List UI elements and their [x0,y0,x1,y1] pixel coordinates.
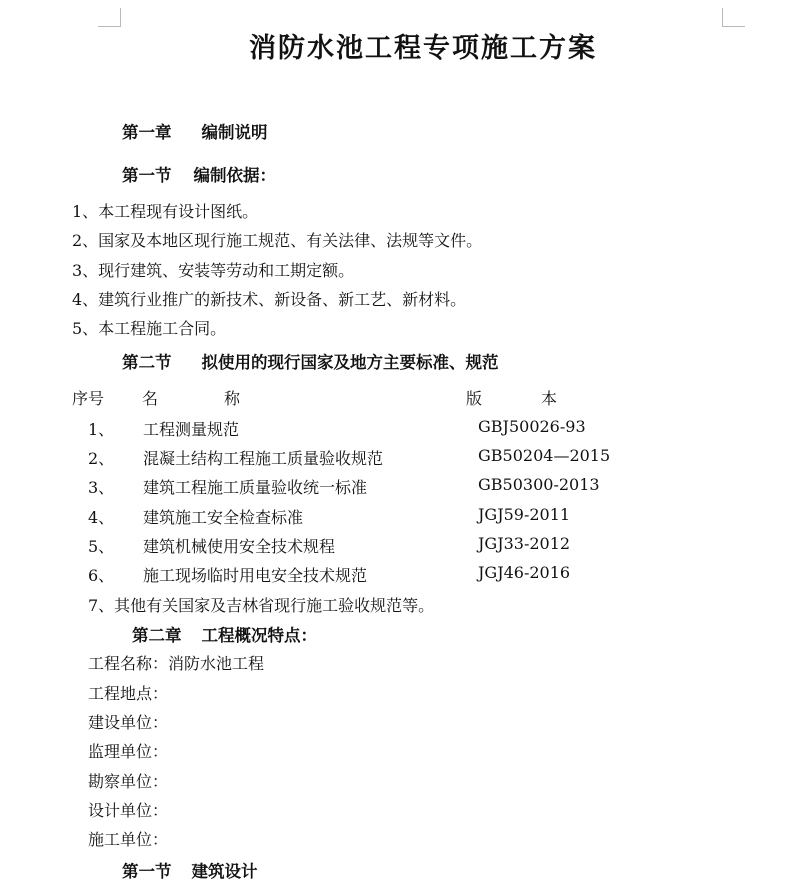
section-3-heading [122,858,258,882]
section-3-title: 建筑设计 [191,862,258,881]
row-name: 建筑施工安全检查标准 [143,508,304,527]
design-unit: 设计单位： [88,801,169,820]
section-1-title: 编制依据： [193,166,276,185]
row-name: 建筑机械使用安全技术规程 [143,537,336,556]
chapter-1-heading [122,119,268,143]
header-no: 序号 [72,389,105,408]
row-no: 2、 [88,449,115,468]
chapter-2-title: 工程概况特点： [201,626,317,645]
header-version-2: 本 [541,389,558,408]
row-version: GB50204—2015 [478,446,611,465]
construction-unit: 建设单位： [88,713,169,732]
header-name-2: 称 [224,389,241,408]
page-corner-mark-right [722,8,745,27]
project-name: 工程名称：消防水池工程 [88,654,265,673]
row-version: JGJ33-2012 [478,534,571,553]
document-title: 消防水池工程专项施工方案 [249,33,597,64]
row-no: 4、 [88,508,115,527]
row-version: JGJ59-2011 [478,505,571,524]
section-2-title: 拟使用的现行国家及地方主要标准、规范 [201,353,499,372]
page-corner-mark-left [98,8,121,27]
supervision-unit: 监理单位： [88,742,169,761]
section-2-heading [122,349,499,373]
survey-unit: 勘察单位： [88,772,169,791]
other-standards: 7、其他有关国家及吉林省现行施工验收规范等。 [88,596,435,615]
row-name: 建筑工程施工质量验收统一标准 [143,478,368,497]
row-name: 施工现场临时用电安全技术规范 [143,566,368,585]
project-location: 工程地点： [88,684,169,703]
row-name: 工程测量规范 [143,420,240,439]
chapter-1-title: 编制说明 [201,123,268,142]
row-version: JGJ46-2016 [478,563,571,582]
section-1-heading [122,162,276,186]
header-version-1: 版 [466,389,483,408]
basis-item: 3、现行建筑、安装等劳动和工期定额。 [72,261,355,280]
builder-unit: 施工单位： [88,830,169,849]
row-no: 6、 [88,566,115,585]
row-version: GBJ50026-93 [478,417,586,436]
row-name: 混凝土结构工程施工质量验收规范 [143,449,384,468]
row-version: GB50300-2013 [478,475,600,494]
section-1-label: 第一节 [122,166,172,185]
header-name-1: 名 [142,389,159,408]
basis-item: 5、本工程施工合同。 [72,319,227,338]
section-3-label: 第一节 [122,862,172,881]
basis-item: 2、国家及本地区现行施工规范、有关法律、法规等文件。 [72,231,483,250]
row-no: 1、 [88,420,115,439]
chapter-2-label: 第二章 [132,626,182,645]
chapter-2-heading [132,622,317,646]
section-2-label: 第二节 [122,353,172,372]
row-no: 5、 [88,537,115,556]
chapter-1-label: 第一章 [122,123,172,142]
basis-item: 4、建筑行业推广的新技术、新设备、新工艺、新材料。 [72,290,467,309]
row-no: 3、 [88,478,115,497]
basis-item: 1、本工程现有设计图纸。 [72,202,259,221]
